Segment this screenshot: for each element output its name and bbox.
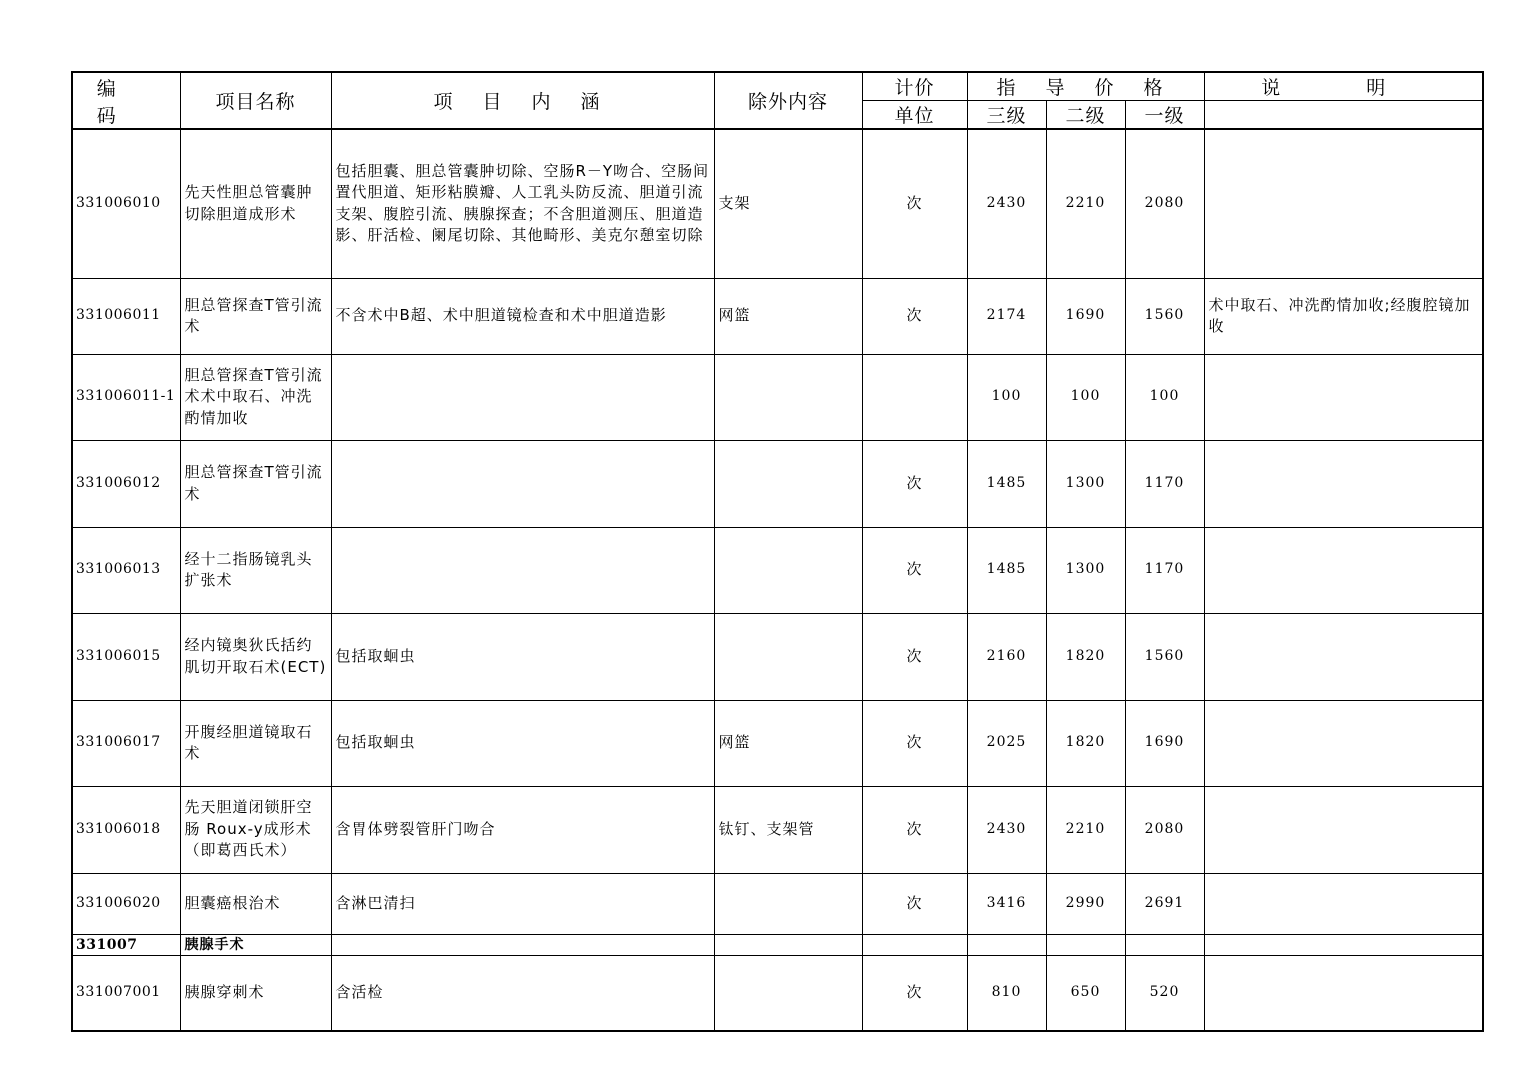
table-row (72, 527, 1483, 613)
cell-excluded (714, 934, 862, 955)
cell-unit (862, 934, 967, 955)
header-level2: 二级 (1046, 101, 1125, 130)
cell-price-level3: 2430 (967, 786, 1046, 873)
header-remarks: 说 明 (1204, 72, 1483, 101)
cell-remarks (1204, 354, 1483, 440)
table-row (72, 613, 1483, 700)
cell-price-level2: 2990 (1046, 873, 1125, 934)
cell-excluded (714, 440, 862, 527)
cell-price-level1: 2080 (1125, 786, 1204, 873)
cell-remarks (1204, 440, 1483, 527)
table-row (72, 440, 1483, 527)
cell-price-level3: 2174 (967, 278, 1046, 354)
cell-unit: 次 (862, 527, 967, 613)
table-header (72, 72, 1483, 129)
cell-price-level3: 3416 (967, 873, 1046, 934)
cell-remarks (1204, 527, 1483, 613)
cell-price-level1: 100 (1125, 354, 1204, 440)
cell-name: 经十二指肠镜乳头扩张术 (180, 527, 331, 613)
cell-content: 包括取蛔虫 (331, 613, 714, 700)
cell-content: 含活检 (331, 955, 714, 1031)
cell-code: 331006017 (72, 700, 180, 786)
table-row (72, 700, 1483, 786)
cell-price-level1: 2080 (1125, 129, 1204, 278)
cell-excluded: 支架 (714, 129, 862, 278)
cell-name: 胆总管探查T管引流术 (180, 440, 331, 527)
header-unit-line2: 单位 (862, 101, 967, 130)
cell-price-level1: 520 (1125, 955, 1204, 1031)
cell-remarks (1204, 129, 1483, 278)
table-body (72, 129, 1483, 1031)
cell-name: 胆囊癌根治术 (180, 873, 331, 934)
cell-name: 胰腺手术 (180, 934, 331, 955)
cell-code: 331006013 (72, 527, 180, 613)
cell-remarks (1204, 934, 1483, 955)
cell-price-level1: 1170 (1125, 440, 1204, 527)
cell-name: 胆总管探查T管引流术 (180, 278, 331, 354)
cell-price-level3: 810 (967, 955, 1046, 1031)
cell-price-level1: 1560 (1125, 613, 1204, 700)
cell-content: 包括胆囊、胆总管囊肿切除、空肠R－Y吻合、空肠间置代胆道、矩形粘膜瓣、人工乳头防反流、胆道引流支架、腹腔引流、胰腺探查；不含胆道测压、胆道造影、肝活检、阑尾切除、其他畸形、美克尔憩室切除 (331, 129, 714, 278)
cell-price-level2 (1046, 934, 1125, 955)
table-row (72, 955, 1483, 1031)
header-price-group: 指 导 价 格 (967, 72, 1204, 101)
cell-price-level2: 2210 (1046, 786, 1125, 873)
table-row (72, 873, 1483, 934)
cell-remarks (1204, 700, 1483, 786)
cell-unit: 次 (862, 786, 967, 873)
table-row (72, 129, 1483, 278)
header-name: 项目名称 (180, 72, 331, 129)
table-row (72, 354, 1483, 440)
cell-remarks (1204, 613, 1483, 700)
cell-unit: 次 (862, 613, 967, 700)
cell-content: 含淋巴清扫 (331, 873, 714, 934)
cell-price-level3: 2025 (967, 700, 1046, 786)
cell-price-level1: 1690 (1125, 700, 1204, 786)
cell-price-level3: 2430 (967, 129, 1046, 278)
cell-price-level1: 2691 (1125, 873, 1204, 934)
cell-price-level1 (1125, 934, 1204, 955)
cell-unit: 次 (862, 700, 967, 786)
cell-name: 胆总管探查T管引流术术中取石、冲洗酌情加收 (180, 354, 331, 440)
cell-price-level2: 1300 (1046, 527, 1125, 613)
cell-unit: 次 (862, 873, 967, 934)
cell-unit: 次 (862, 955, 967, 1031)
cell-code: 331007001 (72, 955, 180, 1031)
cell-code: 331006018 (72, 786, 180, 873)
cell-content: 含胃体劈裂管肝门吻合 (331, 786, 714, 873)
cell-code: 331006011-1 (72, 354, 180, 440)
cell-price-level1: 1170 (1125, 527, 1204, 613)
cell-content (331, 354, 714, 440)
cell-code: 331006020 (72, 873, 180, 934)
cell-price-level2: 650 (1046, 955, 1125, 1031)
cell-excluded (714, 873, 862, 934)
price-table (71, 71, 1484, 1032)
cell-code: 331006011 (72, 278, 180, 354)
cell-excluded: 网篮 (714, 278, 862, 354)
cell-price-level2: 1820 (1046, 613, 1125, 700)
cell-excluded (714, 527, 862, 613)
cell-content (331, 440, 714, 527)
cell-price-level3: 1485 (967, 527, 1046, 613)
header-code: 编 码 (72, 72, 180, 129)
cell-unit: 次 (862, 278, 967, 354)
cell-content: 包括取蛔虫 (331, 700, 714, 786)
cell-name: 先天性胆总管囊肿切除胆道成形术 (180, 129, 331, 278)
cell-excluded: 钛钉、支架管 (714, 786, 862, 873)
cell-price-level3: 2160 (967, 613, 1046, 700)
cell-price-level2: 100 (1046, 354, 1125, 440)
cell-content: 不含术中B超、术中胆道镜检查和术中胆道造影 (331, 278, 714, 354)
cell-price-level2: 1690 (1046, 278, 1125, 354)
header-level3: 三级 (967, 101, 1046, 130)
cell-price-level2: 2210 (1046, 129, 1125, 278)
cell-content (331, 934, 714, 955)
cell-remarks (1204, 955, 1483, 1031)
cell-code: 331006012 (72, 440, 180, 527)
header-level1: 一级 (1125, 101, 1204, 130)
cell-excluded: 网篮 (714, 700, 862, 786)
cell-code: 331006015 (72, 613, 180, 700)
cell-code: 331006010 (72, 129, 180, 278)
cell-price-level3 (967, 934, 1046, 955)
header-excluded: 除外内容 (714, 72, 862, 129)
cell-price-level3: 100 (967, 354, 1046, 440)
cell-remarks (1204, 873, 1483, 934)
cell-name: 胰腺穿刺术 (180, 955, 331, 1031)
table-row (72, 278, 1483, 354)
header-unit-line1: 计价 (862, 72, 967, 101)
cell-excluded (714, 955, 862, 1031)
cell-price-level3: 1485 (967, 440, 1046, 527)
header-remarks-blank (1204, 101, 1483, 130)
header-content: 项 目 内 涵 (331, 72, 714, 129)
cell-name: 开腹经胆道镜取石术 (180, 700, 331, 786)
cell-code: 331007 (72, 934, 180, 955)
cell-remarks: 术中取石、冲洗酌情加收;经腹腔镜加收 (1204, 278, 1483, 354)
cell-excluded (714, 354, 862, 440)
section-row (72, 934, 1483, 955)
cell-unit: 次 (862, 440, 967, 527)
table-row (72, 786, 1483, 873)
cell-name: 经内镜奥狄氏括约肌切开取石术(ECT) (180, 613, 331, 700)
cell-excluded (714, 613, 862, 700)
cell-unit (862, 354, 967, 440)
cell-name: 先天胆道闭锁肝空肠 Roux-y成形术（即葛西氏术） (180, 786, 331, 873)
cell-price-level2: 1820 (1046, 700, 1125, 786)
cell-price-level1: 1560 (1125, 278, 1204, 354)
cell-unit: 次 (862, 129, 967, 278)
cell-price-level2: 1300 (1046, 440, 1125, 527)
cell-content (331, 527, 714, 613)
cell-remarks (1204, 786, 1483, 873)
